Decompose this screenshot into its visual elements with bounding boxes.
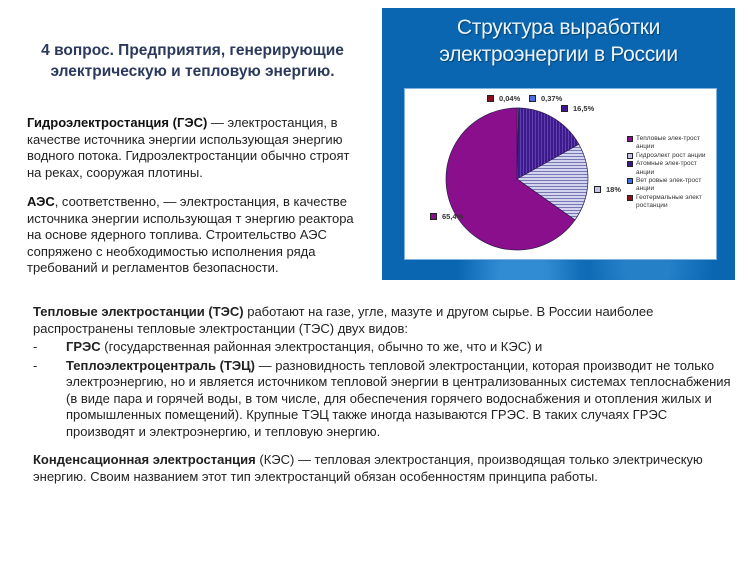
aes-description: , соответственно, — электростанция, в качестве источника энергии использующая т энергию реактора на основе ядерного топлива. Строительство АЭС сопряжено с необходимостью исполнения ряда требований и регламентов безопасности. <box>27 194 354 275</box>
legend-item-nuclear <box>627 160 713 177</box>
data-label-nuclear <box>561 104 594 113</box>
ges-term: Гидроэлектростанция (ГЭС) <box>27 115 208 130</box>
left-text-block <box>27 115 357 290</box>
legend-swatch-hydro <box>627 153 633 159</box>
legend-swatch-thermal <box>627 136 633 142</box>
label-geothermal-value: 0,04% <box>499 94 521 103</box>
data-label-wind <box>529 94 562 103</box>
tes-description: работают на газе, угле, мазуте и другом сырье. В России наиболее распространены тепловые электростанции (ТЭС) двух видов: <box>33 304 654 336</box>
list-dash: - <box>33 357 38 373</box>
ges-paragraph <box>27 115 357 181</box>
aes-term: АЭС <box>27 194 55 209</box>
tec-term: Теплоэлектроцентраль (ТЭЦ) <box>66 357 255 373</box>
legend-label-nuclear: Атомные элек-трост анции <box>636 160 697 176</box>
list-dash: - <box>33 339 38 354</box>
kes-abbr: (КЭС) <box>255 452 295 467</box>
tes-types-list <box>33 339 733 440</box>
swatch-hydro <box>594 186 601 193</box>
swatch-wind <box>529 95 536 102</box>
gres-description: (государственная районная электростанция, обычно то же, что и КЭС) и <box>100 339 543 354</box>
label-thermal-value: 65,4% <box>442 212 464 221</box>
legend-swatch-nuclear <box>627 161 633 167</box>
list-item-gres <box>33 339 733 356</box>
legend-item-wind <box>627 177 713 194</box>
data-label-hydro <box>594 185 621 194</box>
legend-swatch-geothermal <box>627 195 633 201</box>
aes-paragraph <box>27 194 357 277</box>
slide-title: 4 вопрос. Предприятия, генерирующие электрическую и тепловую энергию. <box>41 42 344 80</box>
legend-label-hydro: Гидроэлект рост анции <box>636 151 706 159</box>
gres-term: ГРЭС <box>66 339 101 354</box>
tes-term: Тепловые электростанции (ТЭС) <box>33 304 244 319</box>
label-nuclear-value: 16,5% <box>573 104 595 113</box>
label-wind-value: 0,37% <box>541 94 563 103</box>
list-item-tec <box>33 358 733 441</box>
chart-legend <box>627 135 713 211</box>
data-label-thermal <box>430 212 463 221</box>
kes-paragraph <box>33 452 733 485</box>
swatch-geothermal <box>487 95 494 102</box>
data-label-geothermal <box>487 94 520 103</box>
tec-description: — разновидность тепловой электростанции, которая производит не только электроэнергию, но и является источником тепловой энергии в централизованных системах теплоснабжения (в виде пара и горячей воды, в том числе, для обеспечения горячего водоснабжения и отопления жилых и промышленных помещений). Крупные ТЭЦ также иногда называются ГРЭС. В таких случаях ГРЭС производят и электроэнергию, и тепловую энергию. <box>66 357 731 439</box>
chart-title: Структура выработки электроэнергии в России <box>439 16 678 66</box>
legend-label-wind: Вет ровые элек-трост анции <box>636 177 702 193</box>
legend-item-hydro <box>627 152 713 160</box>
legend-swatch-wind <box>627 178 633 184</box>
tes-paragraph <box>33 304 733 337</box>
legend-label-thermal: Тепловые элек-трост анции <box>636 135 700 151</box>
ges-description: — электростанция, в качестве источника энергии использующая энергию водного потока. Гидроэлектростанции обычно строят на реках, сооружая плотины. <box>27 115 350 180</box>
kes-description: — тепловая электростанция, производящая только электрическую энергию. Своим названием этот тип электростанций обязан особенностям принципа работы. <box>33 452 703 484</box>
legend-item-thermal <box>627 135 713 152</box>
swatch-nuclear <box>561 105 568 112</box>
label-hydro-value: 18% <box>606 185 622 194</box>
legend-item-geothermal <box>627 194 713 211</box>
pie-chart <box>404 88 717 260</box>
legend-label-geothermal: Геотермальные элект ростанции <box>636 193 702 210</box>
swatch-thermal <box>430 213 437 220</box>
chart-panel <box>382 8 735 280</box>
body-text-block <box>33 304 733 485</box>
kes-term: Конденсационная электростанция <box>33 452 256 467</box>
